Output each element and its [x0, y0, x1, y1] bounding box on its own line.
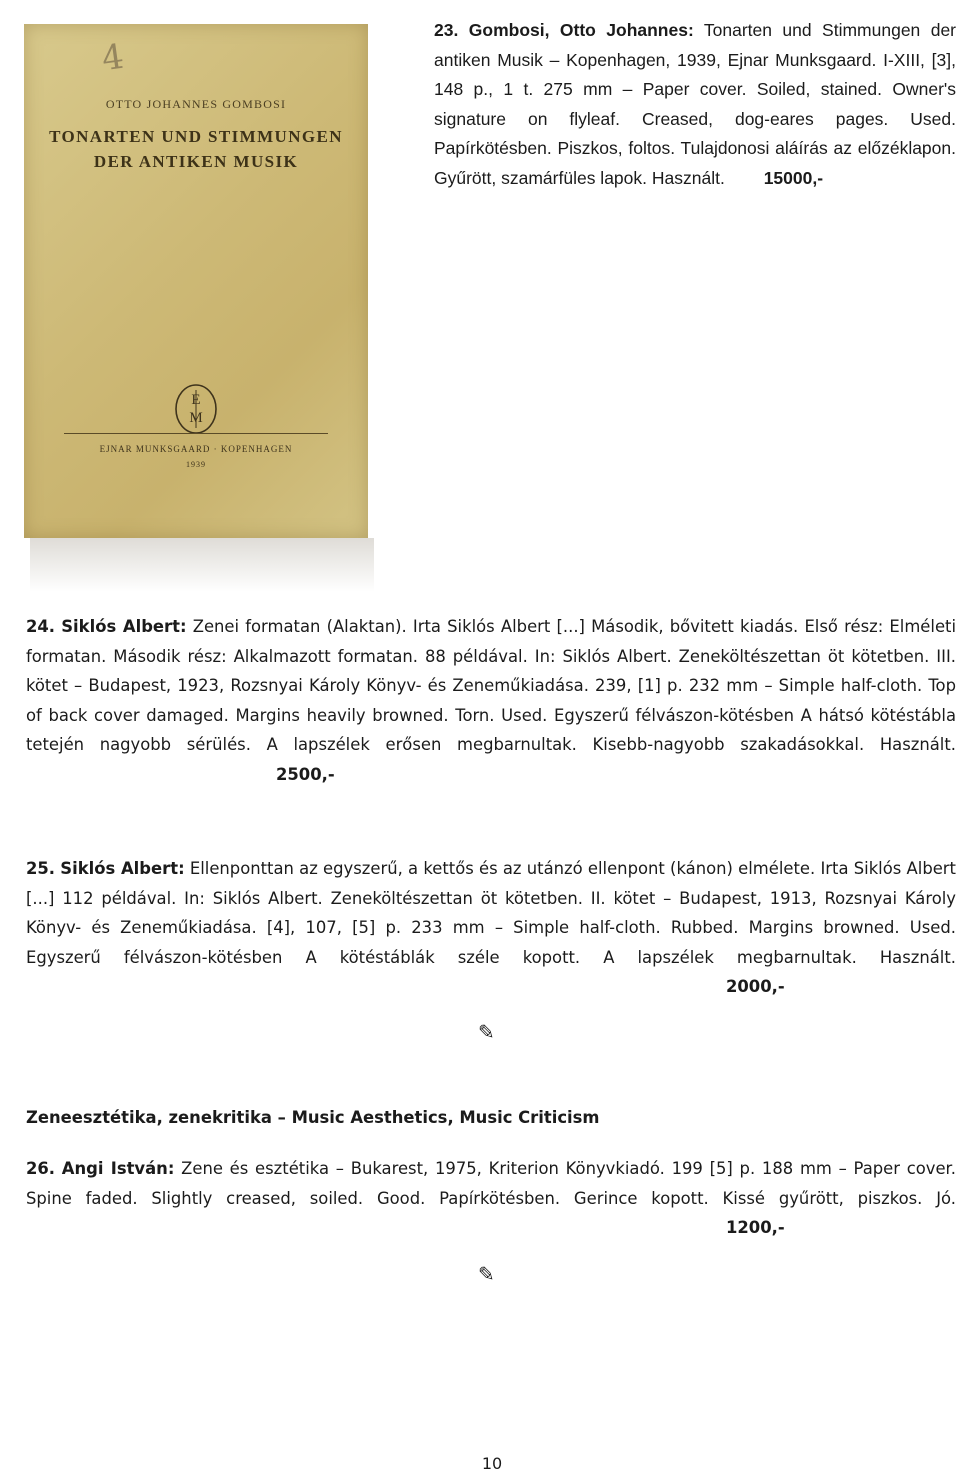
entry-number: 24. [26, 617, 56, 636]
entry-author: Gombosi, Otto Johannes: [468, 20, 694, 40]
entry-price: 1200,- [726, 1218, 785, 1238]
section-divider-icon: ✎ [478, 1262, 495, 1286]
svg-text:M: M [189, 410, 203, 426]
entry-author: Siklós Albert: [61, 617, 187, 636]
entry-description: Ellenponttan az egyszerű, a kettős és az utánzó ellenpont (kánon) elmélete. Irta Siklós Albert [...] 112 példával. In: Siklós Albert. Zeneköltészettan öt kötetben. II. kötet – Budapest, 1913, Rozsnyai Károly Könyv- és Zeneműkiadása. [4], 107, [5] p. 233 mm – Simple half-cloth. Rubbed. Margins browned. Used. Egyszerű félvászon-kötésben A kötéstáblák széle kopott. A lapszélek megbarnultak. Használt. [26, 859, 956, 967]
catalog-entry-26 [26, 1154, 956, 1243]
cover-surface [24, 24, 368, 538]
cover-publisher: EJNAR MUNKSGAARD · KOPENHAGEN [99, 444, 293, 454]
section-divider-icon: ✎ [478, 1020, 495, 1044]
svg-text:E: E [191, 392, 201, 408]
catalog-entry-23 [434, 16, 956, 194]
entry-author: Angi István: [61, 1159, 175, 1178]
catalog-entry-25 [26, 854, 956, 1002]
entry-description: Tonarten und Stimmungen der antiken Musik – Kopenhagen, 1939, Ejnar Munksgaard. I-XIII, [3], 148 p., 1 t. 275 mm – Paper cover. Soiled, stained. Owner's signature on flyleaf. Creased, dog-eares pages. Used. Papírkötésben. Piszkos, foltos. Tulajdonosi aláírás az előzéklapon. Gyűrött, szamárfüles lapok. Használt. [434, 20, 957, 188]
cover-author: OTTO JOHANNES GOMBOSI [105, 97, 287, 111]
book-cover-image [24, 24, 368, 574]
cover-rule [64, 433, 328, 434]
entry-number: 23. [434, 20, 459, 40]
entry-price: 2500,- [276, 764, 335, 784]
entry-number: 25. [26, 859, 56, 878]
entry-price: 15000,- [763, 167, 824, 188]
entry-number: 26. [26, 1159, 56, 1178]
cover-year: 1939 [186, 460, 206, 469]
publisher-logo-icon [172, 382, 220, 436]
cover-title-line1: TONARTEN UND STIMMUNGEN [49, 127, 343, 146]
entry-description: Zenei formatan (Alaktan). Irta Siklós Albert [...] Második, bővitett kiadás. Első rész: Elméleti formatan. Második rész: Alkalmazott formatan. 88 példával. In: Siklós Albert. Zeneköltészettan öt kötetben. III. kötet – Budapest, 1923, Rozsnyai Károly Könyv- és Zeneműkiadása. 239, [1] p. 232 mm – Simple half-cloth. Top of back cover damaged. Margins heavily browned. Torn. Used. Egyszerű félvászon-kötésben A hátsó kötéstábla tetején nagyobb sérülés. A lapszélek erősen megbarnultak. Kisebb-nagyobb szakadásokkal. Használt. [26, 617, 957, 755]
entry-author: Siklós Albert: [60, 859, 185, 878]
catalog-entry-24 [26, 612, 956, 790]
cover-shadow [30, 538, 374, 592]
entry-price: 2000,- [726, 977, 785, 997]
section-heading: Zeneesztétika, zenekritika – Music Aesthetics, Music Criticism [26, 1108, 600, 1127]
cover-pencil-mark: 4 [99, 36, 127, 80]
entry-description: Zene és esztétika – Bukarest, 1975, Kriterion Könyvkiadó. 199 [5] p. 188 mm – Paper cover. Spine faded. Slightly creased, soiled. Good. Papírkötésben. Gerince kopott. Kissé gyűrött, piszkos. Jó. [26, 1159, 956, 1208]
page-number: 10 [481, 1454, 503, 1473]
cover-title-line2: DER ANTIKEN MUSIK [93, 152, 299, 171]
